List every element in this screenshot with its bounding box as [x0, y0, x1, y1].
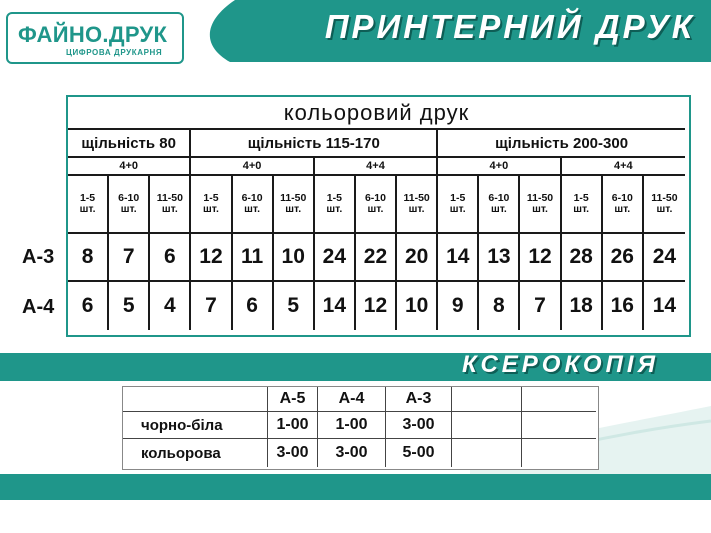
price-cell: 7	[191, 282, 232, 330]
density-header: щільність 115-170	[191, 130, 438, 158]
price-cell: 4	[150, 282, 191, 330]
copy-price-table	[122, 386, 599, 470]
quantity-header	[562, 176, 603, 234]
quantity-label: 6-10	[364, 192, 386, 204]
quantity-label: 1-5	[79, 192, 96, 204]
price-cell: 24	[644, 234, 685, 282]
quantity-label: шт.	[449, 203, 466, 215]
quantity-header	[644, 176, 685, 234]
quantity-label: шт.	[490, 203, 507, 215]
quantity-label: 6-10	[611, 192, 633, 204]
quantity-label: 11-50	[526, 192, 554, 204]
copy-price-cell	[522, 439, 596, 467]
price-cell: 8	[479, 282, 520, 330]
quantity-label: шт.	[326, 203, 343, 215]
quantity-label: шт.	[656, 203, 673, 215]
price-cell: 10	[274, 234, 315, 282]
price-cell: 11	[233, 234, 274, 282]
price-cell: 14	[315, 282, 356, 330]
quantity-label: шт.	[161, 203, 178, 215]
bottom-band	[0, 474, 711, 500]
quantity-header	[479, 176, 520, 234]
copy-price-cell: 1-00	[318, 412, 386, 439]
quantity-label: шт.	[367, 203, 384, 215]
quantity-label: 11-50	[403, 192, 430, 204]
price-cell: 12	[191, 234, 232, 282]
price-cell: 6	[233, 282, 274, 330]
copy-column-header: А-5	[268, 387, 318, 412]
price-cell: 12	[356, 282, 397, 330]
price-cell: 28	[562, 234, 603, 282]
price-cell: 14	[652, 294, 677, 317]
quantity-label: шт.	[532, 203, 548, 215]
quantity-header	[356, 176, 397, 234]
quantity-label: 6-10	[488, 192, 510, 204]
copy-price-cell: 3-00	[268, 439, 318, 467]
print-mode-header: 4+0	[68, 158, 191, 176]
price-cell: 20	[397, 234, 438, 282]
copy-section-title: КСЕРОКОПІЯ	[462, 351, 659, 378]
density-header: щільність 200-300	[438, 130, 685, 158]
quantity-header	[191, 176, 232, 234]
quantity-header	[68, 176, 109, 234]
copy-column-header	[452, 387, 522, 412]
price-cell: 6	[150, 234, 191, 282]
price-cell: 16	[603, 282, 644, 330]
quantity-header	[438, 176, 479, 234]
price-cell: 8	[68, 234, 109, 282]
copy-column-header: А-4	[318, 387, 386, 412]
print-mode-header: 4+4	[315, 158, 438, 176]
quantity-header	[315, 176, 356, 234]
copy-price-cell: 1-00	[268, 412, 318, 439]
quantity-label: шт.	[408, 203, 425, 215]
quantity-label: 11-50	[156, 192, 183, 204]
copy-price-cell	[522, 412, 596, 439]
quantity-label: 1-5	[203, 192, 219, 204]
copy-price-cell: 3-00	[318, 439, 386, 467]
logo-text: ФАЙНО.ДРУК	[18, 22, 168, 47]
quantity-header	[150, 176, 191, 234]
quantity-label: 11-50	[651, 192, 678, 204]
copy-price-cell	[452, 412, 522, 439]
price-cell: 5	[274, 282, 315, 330]
copy-price-cell: 5-00	[386, 439, 452, 467]
quantity-label: шт.	[79, 203, 96, 215]
price-cell: 12	[520, 234, 561, 282]
quantity-header	[520, 176, 561, 234]
price-cell: 13	[479, 234, 520, 282]
row-label-a3: А-3	[22, 246, 55, 268]
quantity-label: 1-5	[573, 192, 589, 204]
price-cell: 14	[438, 234, 479, 282]
quantity-label: 6-10	[118, 192, 140, 204]
quantity-label: шт.	[573, 203, 590, 215]
price-cell: 18	[562, 282, 603, 330]
price-cell: 6	[68, 282, 109, 330]
logo-subtitle: ЦИФРОВА ДРУКАРНЯ	[66, 48, 163, 57]
quantity-label: шт.	[120, 203, 137, 215]
copy-corner-cell	[123, 387, 268, 412]
quantity-header	[109, 176, 150, 234]
price-cell: 22	[356, 234, 397, 282]
print-price-table	[66, 95, 691, 337]
copy-price-cell: 3-00	[386, 412, 452, 439]
page-title: ПРИНТЕРНИЙ ДРУК	[324, 8, 695, 45]
print-mode-header: 4+0	[438, 158, 561, 176]
quantity-label: шт.	[614, 203, 631, 215]
price-cell: 9	[438, 282, 479, 330]
copy-row-label: кольорова	[123, 439, 268, 467]
price-cell: 24	[315, 234, 356, 282]
quantity-label: 6-10	[241, 192, 263, 204]
quantity-header	[397, 176, 438, 234]
print-mode-header: 4+4	[562, 158, 685, 176]
price-cell: 7	[109, 234, 150, 282]
price-cell: 10	[397, 282, 438, 330]
quantity-label: шт.	[244, 203, 261, 215]
print-mode-header: 4+0	[191, 158, 314, 176]
copy-price-cell	[452, 439, 522, 467]
density-header: щільність 80	[68, 130, 191, 158]
quantity-label: шт.	[285, 203, 302, 215]
quantity-label: шт.	[203, 203, 219, 215]
price-cell: 26	[603, 234, 644, 282]
quantity-header	[274, 176, 315, 234]
quantity-header	[233, 176, 274, 234]
price-cell: 5	[109, 282, 150, 330]
quantity-label: 1-5	[450, 192, 466, 204]
quantity-header	[603, 176, 644, 234]
copy-row-label: чорно-біла	[123, 412, 268, 439]
row-label-a4: А-4	[22, 296, 55, 318]
quantity-label: 1-5	[326, 192, 342, 204]
copy-column-header	[522, 387, 596, 412]
copy-column-header: А-3	[386, 387, 452, 412]
quantity-label: 11-50	[280, 192, 307, 204]
table-heading: кольоровий друк	[68, 97, 685, 130]
logo	[6, 12, 184, 64]
price-cell: 7	[520, 282, 561, 330]
